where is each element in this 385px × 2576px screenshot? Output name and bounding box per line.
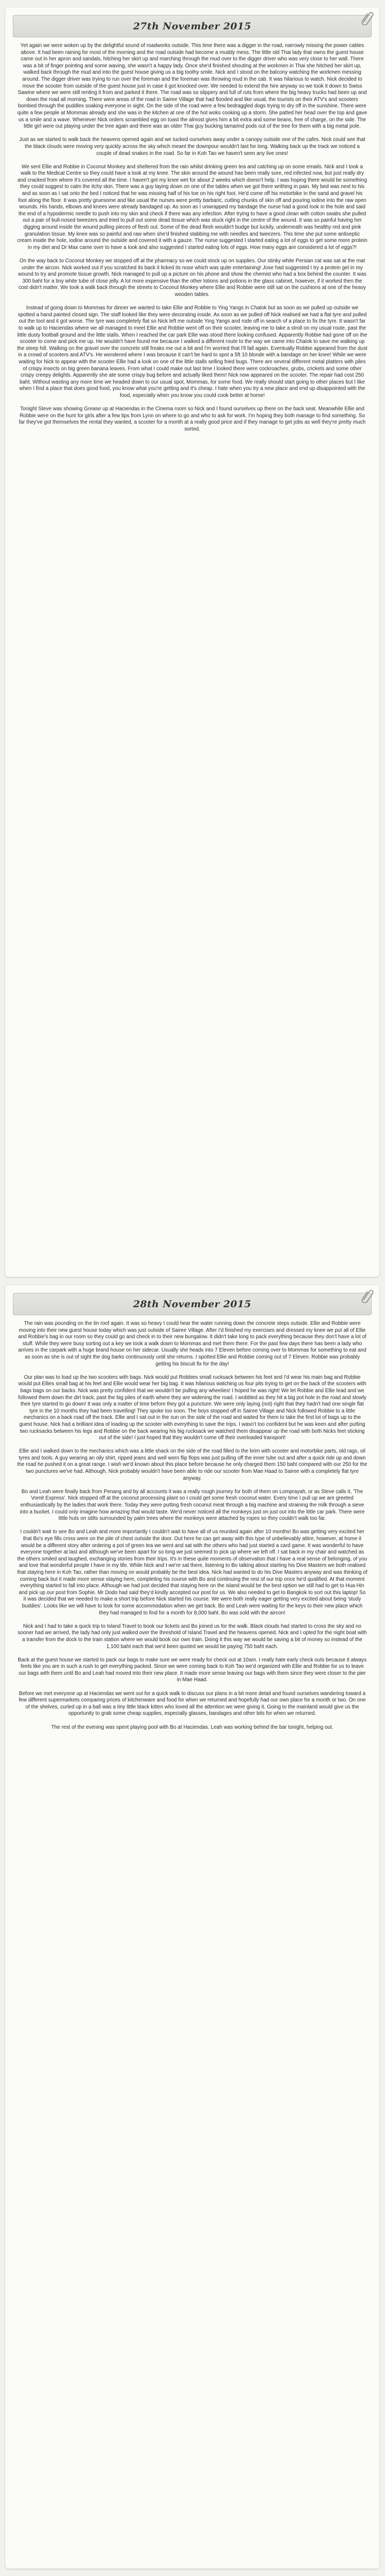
entry-paragraph: Bo and Leah were finally back from Penang and by all accounts it was a really rough journey for both of them on Lomprayah, or as Steve calls it, 'The Vomit Express'. Nick stopped off at the coconut processing plant so I could get some fresh coconut water. Every time I pull up we are greeted enthusiastically by the ladies that work there. Today they were putting fresh coconut meat through a big machine and straining the milk through a sieve into a bucket. I could only imagine how amazing that would taste. We'd never noticed all the monkeys just on just out into the little car park. There were little huts on stilts surrounded by palm trees where the monkeys were attached by ropes so they couldn't walk too far. xyxy=(20,1488,365,1522)
entry-paragraph: Before we met everyone up at Haciendas we went out for a quick walk to discuss our plans in a bit more detail and found ourselves wandering toward a few different supermarkets comparing prices of kitchenware and food for when we returned and hopefully had our own place for a month or two. On one of the shelves, curled up in a ball was a tiny little black kitten who loved all the attention we were giving it. Going to the mainland would give us the opportunity to grab some cheap supplies, especially glasses, bandages and other bits for when we returned. xyxy=(19,1690,366,1717)
paperclip-icon xyxy=(359,10,374,25)
entry-paragraph: The rest of the evening was spent playing pool with Bo at Haciendas. Leah was working behind the bar tonight, helping out. xyxy=(51,1724,334,1730)
entry-body xyxy=(5,1315,379,1731)
entry-paragraph: I couldn't wait to see Bo and Leah and more importantly I couldn't wait to have all of us reunited again after 10 months! Bo was getting very excited her that Bo's eye fills cross were on the pile of chest outside the door. Out here he can get away with this type of unbelievably attire, however, at home it would be a different story after ordering a pot of green tea we went and sat with the others who had just started a card game. It was wonderful to have everyone together at last and although we've been apart for so long we just seemed to pick up where we left off. I sat back in my chair and watched as the others smiled and laughed, exchanging stories from their trips. It's in these quite moments of observation that I have a real sense of belonging, of you and love that wonderful people I have in my life. While Nick and I we're sat there, listening to Bo talking about starting his Dive Masters we both realised that staying here in Koh Tao, rather than moving on would probably be the best idea. Nick had wanted to do his Dive Masters anyway and was thinking of coming back but it made more sense staying here, completing his course with Bo and continuing the rest of our trip once he'd qualified. At that moment everything started to fall into place. Although we had just decided that staying here on the island would be the best option we still had to get to Hua Hin and pick up our post from Sophie. Mr Dodo had said they'd kindly accepted our post for us. We also needed to get to Bangkok to sort out this laptop! So it was decided that we needed to make a short trip before Nick started his course. We were both really eager getting very excited about being 'study buddies'. Looks like we will have to look for some accommodation when we get back. Bo and Leah were waiting for the keys to their new place which they had managed to find for a month for 8,000 baht. Bo was sold with the aircon! xyxy=(17,1529,367,1616)
entry-date-title: 27th November 2015 xyxy=(133,20,252,32)
entry-date-title: 28th November 2015 xyxy=(133,1298,252,1310)
entry-paragraph: Nick and I had to take a quick trip to Island Travel to book our tickets and Bo joined us for the walk. Black clouds had started to cross the sky and no sooner had we arrived, the lady had only just walked over the threshold of Island Travel and the heavens opened. Nick and I opted for the night boat with a transfer from the dock to the train station where we would book our own train. Doing it this way we would be saving a bit of money so instead of the 1,100 baht each that we'd been quoted we would be paying 750 baht each. xyxy=(18,1623,367,1650)
journal-entry-card xyxy=(5,7,379,1277)
entry-paragraph: The rain was pounding on the tin roof again. It was so heavy I could hear the water running down the concrete steps outside. Ellie and Robbie were moving into their new guest house today which was just outside of Sairee Village. After I'd finished my exercises and dressed my knee we put all of Ellie and Robbie's bag in our room so they could go and check in to their new bungalow. It didn't take long to pack everything because they don't have a lot of stuff. While they were busy sorting out a key we took a walk down to Mommas and met them there. For the past few days there has been a lady who arrives in the carpark with a huge brand house on her sidecar. Usually she heads into 7 Eleven before coming over to Mommas for something to eat and as soon as she is out of sight the dog barks continuously until she returns. I spotted Ellie and Robbie coming out of 7 Eleven. Robbie was probably getting his biscuit fix for the day! xyxy=(18,1321,367,1367)
entry-paragraph: Tonight Steve was showing Grease up at Haciendas in the Cinema room so Nick and I found ourselves up there on the back seat. Meanwhile Ellie and Robbie were on the hunt for girls after a few tips from Lynn on where to go and who to ask for work. I'm hoping they both manage to find something. So far they've got themselves the rental they wanted, a scooter for a month at a really good price and if they manage to get jobs as well they're pretty much sorted. xyxy=(19,406,366,432)
entry-paragraph: Back at the guest house we started to pack our bags to make sure we were ready for check out at 10am. I really hate early check outs because it always feels like you are in such a rush to get everything packed. Since we were coming back to Koh Tao we'd organized with Ellie and Robbie for us to leave our bags with them until Bo and Leah had moved into their new place. It made more sense leaving our bags with them since they were closer to the pier in Mae Haad. xyxy=(18,1657,367,1683)
entry-paragraph: Instead of going down to Mommas for dinner we wanted to take Ellie and Robbie to Ying Yangs in Chalok but as soon as we pulled up outside we spotted a hand painted closed sign. The staff looked like they were decorating inside. As soon as we pulled off Nick realised we had a flat tyre and pulled out the tool and it got worse. The tyre was completely flat so Nick left me outside Ying Yangs and rode off in search of a place to fix the tyre. It wasn't far to walk up to Haciendas where we all managed to meet Ellie and Robbie went off on their scooter, leaving me to take a stroll on my usual route, past the little dusty football ground and the little stalls. When I reached the car park Ellie was stood there looking confused. Apparently Robbie had gone off on the scooter to come and pick me up. He wouldn't have found me because I walked a different route to the way we came into Chalok to save me walking up the steep hill. Walking on the gravel over the concrete still freaks me out a bit and I'm worried that I'll fall again. Eventually Robbie appeared from the dust in a crowd of scooters and ATV's. He wondered where I was because it can't be hard to spot a 5ft 10 blonde with a bandage on her knee! While we were waiting for Nick to appear with the scooter Ellie had a look on one of the little stalls selling fried bugs. There are several different metal platters with piles of crispy insects on big green banana leaves. From what I could make out last time I looked there were cockroaches, grubs, crickets and some other crispy creepy delights. Apparently she ate some crispy bug before and actually liked them! Nick now appeared on the scooter. The repair had cost 250 baht. Without wasting any more time we headed down to our usual spot, Mommas, for some food. We really should start going to other places but I like when I find a place that does good food, you know what you're getting and it's cheap. I hate when you try a new place and end up disappointed with the food, especially when you know you could cook better at home! xyxy=(17,305,367,399)
entry-date-banner xyxy=(13,1293,372,1315)
entry-paragraph: Just as we started to walk back the heavens opened again and we tucked ourselves away under a canopy outside one of the cafes. Nick could see that the black clouds were moving very quickly across the sky which meant the downpour wouldn't last for long. Walking back up the track we noticed a couple of dead snakes in the road. So far in Koh Tao we haven't seen any live ones! xyxy=(19,137,365,157)
entry-paragraph: We sent Ellie and Robbie in Coconut Monkey and sheltered from the rain whilst drinking green tea and catching up on some emails. Nick and I took a walk to the Medical Centre so they could have a look at my knee. The skin around the wound has been really sore, red infected now, but just really dry and cracked from where it's covered all the time. I haven't got my knee wet for about 2 weeks which doesn't help. I was hoping there would be something they could suggest to calm the itchy skin. There was a guy laying down on one of the tables when we got there writhing in pain. My bed was next to his and as soon as I sat onto the bed I noticed that he was missing half of his toe on his right foot. He'd come off his motorbike in the sand and gravel his foot along the floor. It was pretty gruesome and like usual the nurses were pretty barbaric, cutting chunks of skin off and pouring iodine into the raw open wounds. His hands, elbows and knees were already bandaged up. As soon as I unwrapped my bandage the nurse had a good look in the hole and said the end of a hypodermic needle to push into my skin and check if there was any infection. After trying to have a good clean with cotton swabs she pulled out a pair of bull-nosed tweezers and tried to pull out some dead tissue which was stuck right in the centre of the wound. It was so painful having her digging around inside the wound pulling pieces of flesh out. Some of the dead flesh wouldn't budge but luckily, underneath was healthy red and pink granulation tissue. My knee was so painful and raw when she'd finished stabbing me with needles and tweezers. This time she put some antiseptic cream inside the hole, iodine around the outside and covered it with a gauze. The nurse suggested I started eating a lot of eggs to get some more protein in my diet and Dr Max came over to have a look and also suggested I started eating lots of eggs. How many eggs are considered a lot of eggs?! xyxy=(17,163,367,251)
entry-paragraph: Ellie and I walked down to the mechanics which was a little shack on the side of the road filled to the brim with scooter and motorbike parts, old rags, oil tyres and tools. A guy wearing an oily shirt, ripped jeans and well worn flip flops was just pulling off the inner tube out and after a quick ride up and down the road he pushed it on a great range. I wish we'd known about this place before because he only charged them 150 baht compared with our 250 for the two punctures we've had. Although, Nick probably wouldn't have been able to ride our scooter from Mae Haad to Sairee with a completely flat tyre anyway. xyxy=(17,1448,367,1481)
entry-date-banner xyxy=(13,15,372,37)
entry-paragraph: Our plan was to load up the two scooters with bags. Nick would put Robbies small rucksack between his feet and I'd wear his main bag and Robbie would put Ellies small bag at his feet and Ellie would wear her big bag. It was hilarious watching us four pits trying to get on the back of the scooters with bags bags on our backs. Nick was pretty confident that we wouldn't be pulling any wheelies! I hoped he was right! We let Robbie and Ellie lead and we followed them down the dirt track, past the big piles of earth where they are widening the road. I wobbled as they hit a big pot hole in the road and slowly their tyre started to go down! It was only a matter of time before they got a puncture. We were only laying (not) right that they hadn't had one single flat tyre in the 10 months they had been travelling! They spoke too soon. The boys stopped off in Sairee Village and Nick followed Robbie to a little mechanics on a back road off the track. Ellie and I sat out in the sun on the side of the road and waited for them to take the first lot of bags up to the guest house. Nick had a brilliant idea of loading up the scooter with everything to save the trips. I wasn't too confident but he was keen and after putting two rucksacks between his legs and Robbie on the back wearing his big rucksack we watched them disappear up the road with both Nicks feet sticking out of the side! I just hoped that they wouldn't come off their overloaded transport! xyxy=(18,1374,367,1441)
entry-body xyxy=(5,37,379,433)
paperclip-icon xyxy=(359,1288,374,1303)
entry-paragraph: On the way back to Coconut Monkey we stopped off at the pharmacy so we could stock up on supplies. Our stinky white Persian cat was sat at the mat under the aircon. Nick worked out if you scratched its back it licked its nose which was quite entertaining! Jose had suggested I try a protein gel in my wound to try and promote tissue growth. Nick managed to pull up a picture on his phone and show the chemist who had a box behind the counter. It was 300 baht for a tiny white tube of close jelly. A lot more expensive than the other lotions and potions in the glass cabinet, however, if it worked then the cost didn't matter. We took a walk back through the streets to Coconut Monkey where Ellie and Robbie were still sat on the cushions at one of the heavy wooden tables. xyxy=(18,258,367,298)
journal-entry-card xyxy=(5,1285,379,2569)
entry-paragraph: Yet again we were woken up by the delightful sound of roadworks outside. This time there was a digger in the road, narrowly missing the power cables above. It had been raining for most of the morning and the road outside had become a muddy mess. The little old Thai lady that owns the guest house came out in her apron and sandals, hitching her skirt up and marching through the mud over to the digger driver who was very close to her wall. There was a bit of finger pointing and some waving, she wasn't a happy lady. Once she'd finished shouting at the workmen in Thai she hitched her skirt up, walked back through the mud and into the guest house giving us a big toothy smile. Nick and I stood on the balcony watching the workmen messing around. The digger driver was trying to run over the foreman and the foreman was throwing mud in the cab. It was hilarious to watch. Nick decided to move the scooter from outside of the guest house just in case it got knocked over. We needed to extend the hire anyway so we took it down to Swiss Sawine where we were still renting it from and parked it there. The road was so slippery and full of ruts from where the big heavy trucks had been up and down the road all morning. There were areas of the road in Sairee Village that had flooded and like usual, the tourists on their ATV's and scooters bombed through the puddles soaking everyone in sight. On the side of the road were a few bedraggled dogs trying to dry off in the sunshine. There were quite a few people at Mommas already and she was in the kitchen at one of the hot woks cooking up a storm. She patted her head over the top and gave us a smile and a wave. Whenever Nick orders scrambled egg on toast the almost gives him a bit extra and some beans, free of charge, on the side. The little girl were out playing under the tree again and there was an older Thai guy bucking tamarind pods out of the tree for them with a big metal pole. xyxy=(17,43,367,130)
